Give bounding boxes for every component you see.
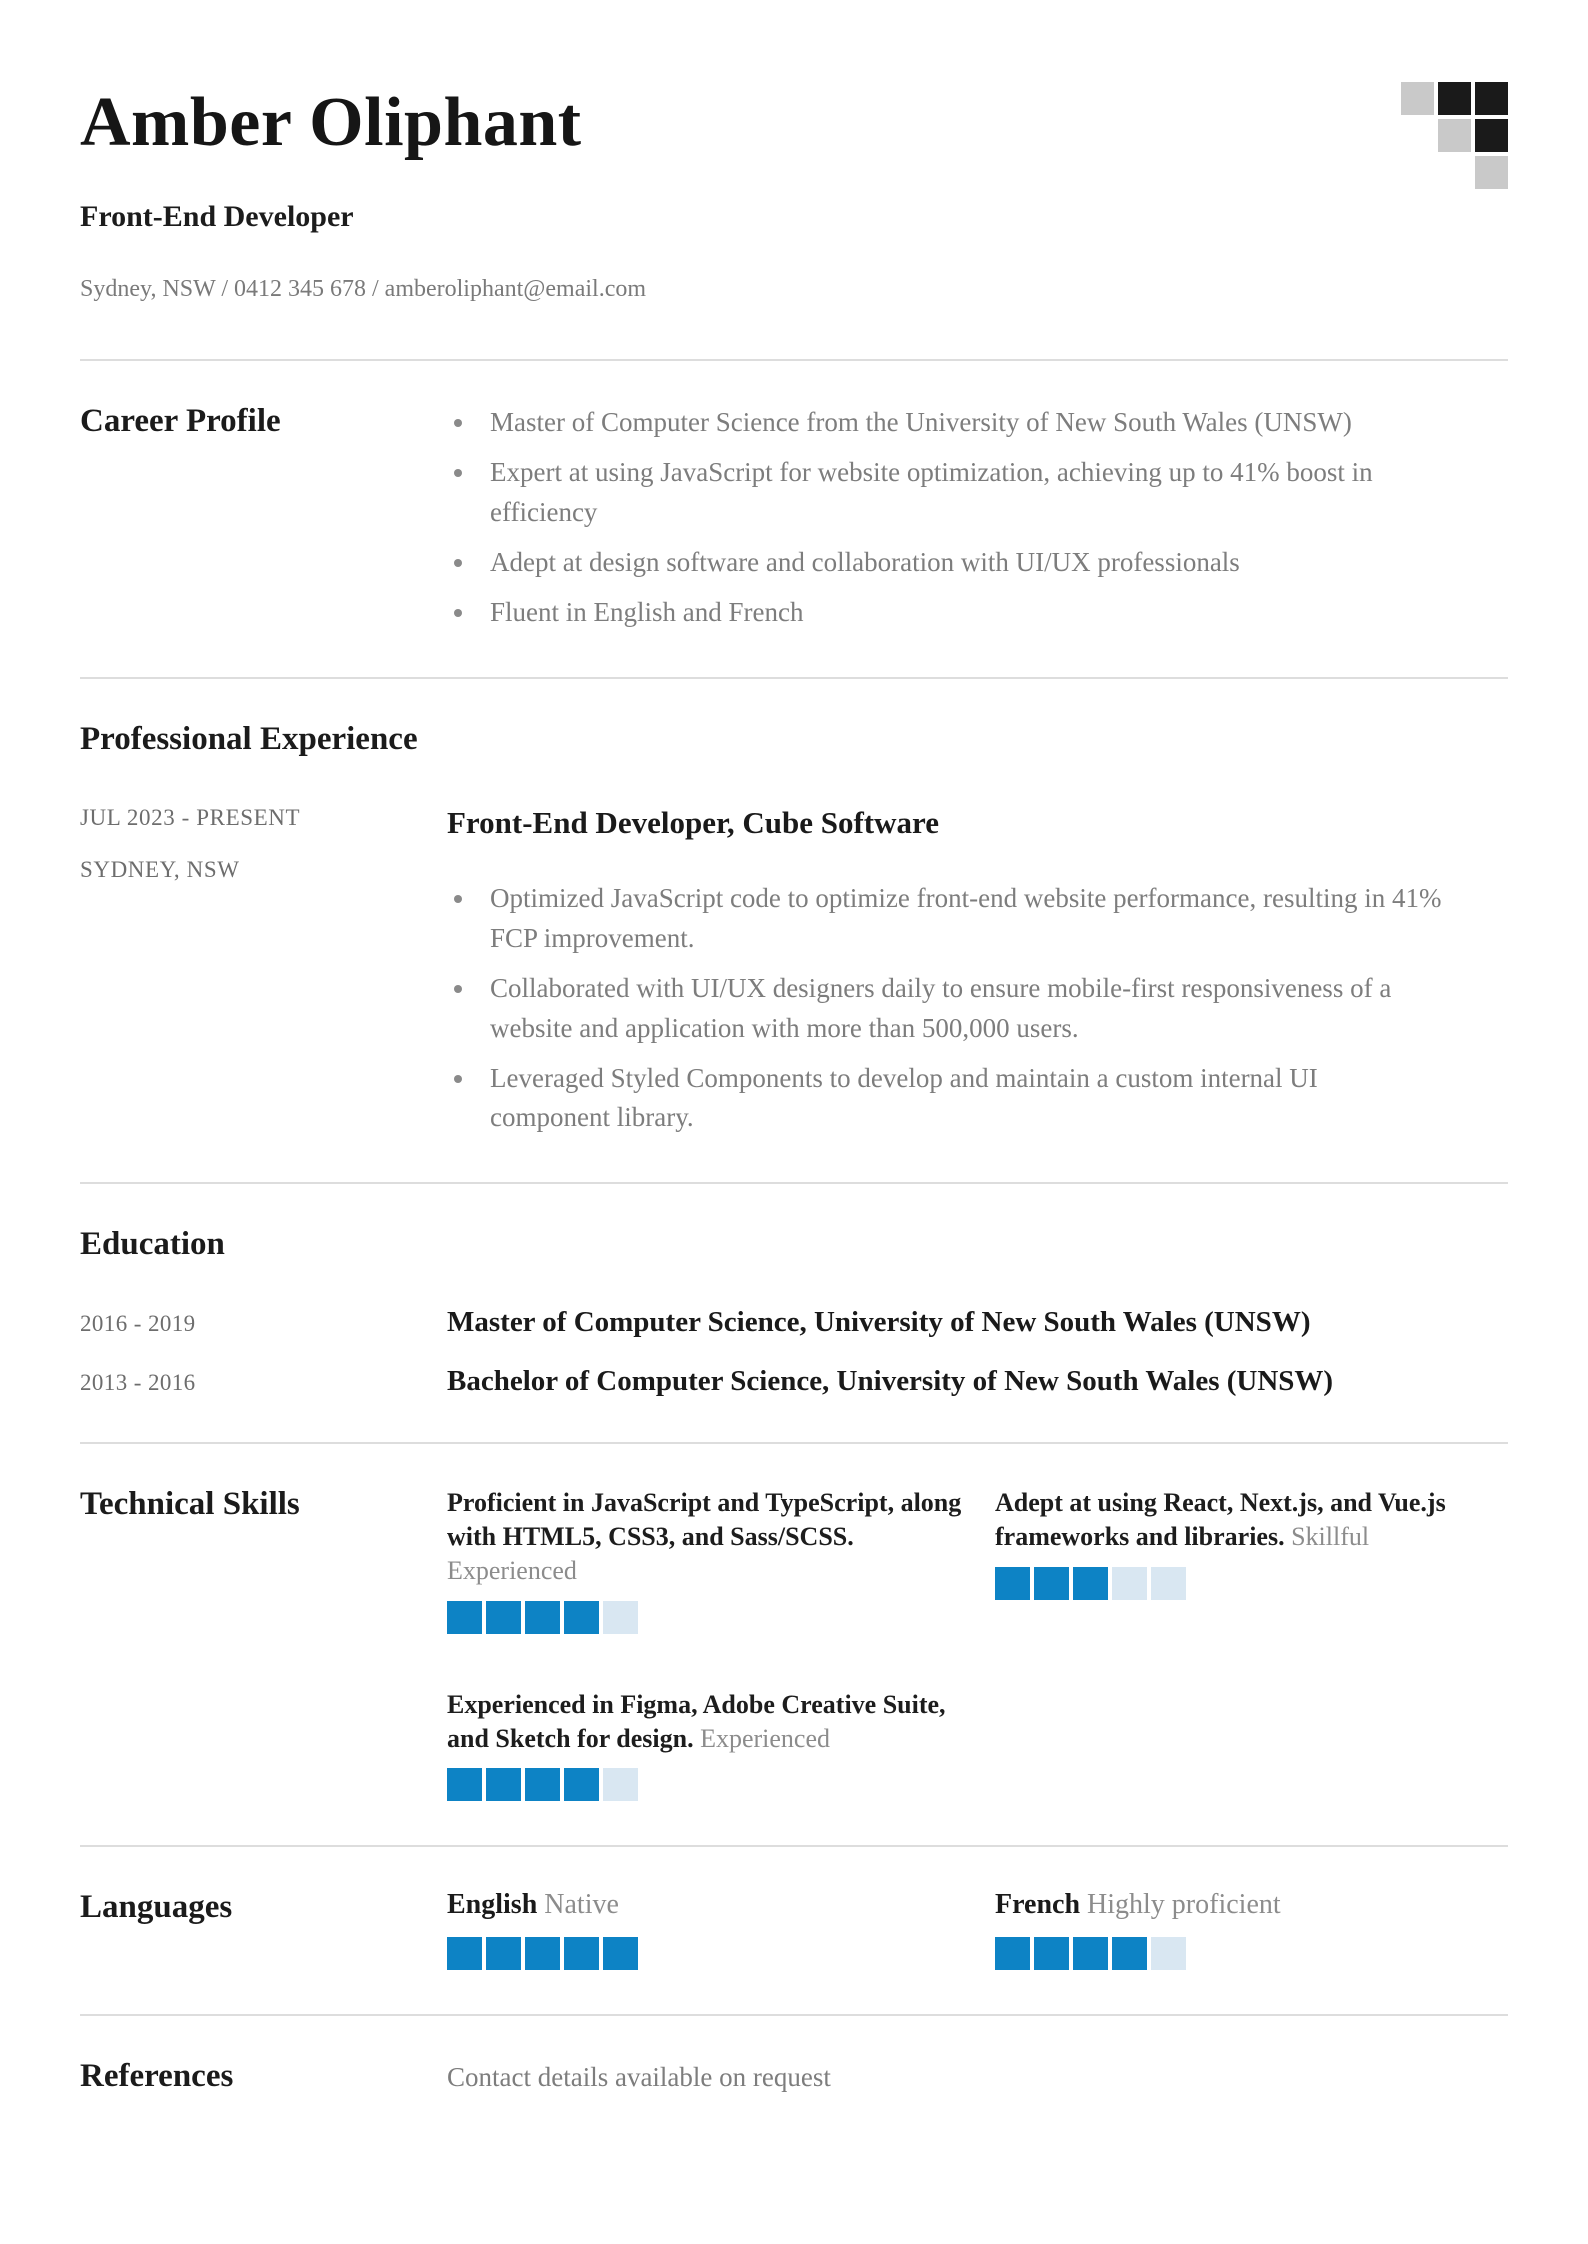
bar-segment-filled bbox=[525, 1768, 560, 1801]
job-bullets bbox=[447, 879, 1442, 1139]
skill-item bbox=[447, 1486, 977, 1633]
bullet-item: Collaborated with UI/UX designers daily to ensure mobile-first responsiveness of a website and application with more than 500,000 users. bbox=[447, 969, 1442, 1049]
logo-empty bbox=[1401, 156, 1434, 189]
skill-level-bar bbox=[995, 1567, 1508, 1600]
language-level-label: Native bbox=[544, 1889, 619, 1921]
logo-square bbox=[1475, 119, 1508, 152]
section-experience bbox=[80, 679, 1508, 1183]
language-item bbox=[447, 1889, 977, 1970]
bar-segment-filled bbox=[1034, 1937, 1069, 1970]
bullet-item: Leveraged Styled Components to develop and maintain a custom internal UI component library. bbox=[447, 1059, 1442, 1139]
education-dates: 2013 - 2016 bbox=[80, 1370, 196, 1396]
bar-segment-empty bbox=[603, 1768, 638, 1801]
education-dates: 2016 - 2019 bbox=[80, 1311, 196, 1337]
squares-logo bbox=[1401, 82, 1508, 189]
section-title: Technical Skills bbox=[80, 1486, 300, 1523]
bar-segment-filled bbox=[1073, 1567, 1108, 1600]
languages-grid bbox=[447, 1889, 1508, 1970]
education-degree: Bachelor of Computer Science, University of New South Wales (UNSW) bbox=[447, 1365, 1334, 1398]
skill-level-bar bbox=[447, 1601, 977, 1634]
section-skills bbox=[80, 1444, 1508, 1845]
section-references bbox=[80, 2016, 1508, 2140]
language-line bbox=[995, 1889, 1508, 1921]
bar-segment-filled bbox=[995, 1937, 1030, 1970]
skill-level-label: Skillful bbox=[1291, 1522, 1370, 1552]
bar-segment-empty bbox=[1151, 1937, 1186, 1970]
skill-text: Proficient in JavaScript and TypeScript, along with HTML5, CSS3, and Sass/SCSS. bbox=[447, 1488, 962, 1552]
bar-segment-filled bbox=[447, 1768, 482, 1801]
bar-segment-empty bbox=[1112, 1567, 1147, 1600]
skill-level-bar bbox=[447, 1768, 977, 1801]
skill-description bbox=[447, 1688, 977, 1756]
bar-segment-filled bbox=[486, 1768, 521, 1801]
education-degree: Master of Computer Science, University of New South Wales (UNSW) bbox=[447, 1306, 1311, 1339]
bar-segment-filled bbox=[995, 1567, 1030, 1600]
language-level-label: Highly proficient bbox=[1087, 1889, 1281, 1921]
skill-text: Experienced in Figma, Adobe Creative Suite, and Sketch for design. bbox=[447, 1689, 946, 1753]
language-name: French bbox=[995, 1889, 1081, 1921]
bullet-item: Adept at design software and collaboration with UI/UX professionals bbox=[447, 543, 1442, 583]
bar-segment-filled bbox=[447, 1601, 482, 1634]
section-languages bbox=[80, 1847, 1508, 2014]
logo-square bbox=[1401, 82, 1434, 115]
section-title: Career Profile bbox=[80, 403, 281, 439]
person-name: Amber Oliphant bbox=[80, 84, 582, 161]
section-title: Professional Experience bbox=[80, 720, 418, 757]
bar-segment-filled bbox=[486, 1601, 521, 1634]
header-identity bbox=[80, 84, 647, 303]
skill-description bbox=[447, 1486, 977, 1587]
contact-line: Sydney, NSW / 0412 345 678 / amberoliphant@email.com bbox=[80, 276, 647, 302]
logo-square bbox=[1438, 82, 1471, 115]
bar-segment-filled bbox=[525, 1601, 560, 1634]
logo-empty bbox=[1438, 156, 1471, 189]
bullet-item: Optimized JavaScript code to optimize front-end website performance, resulting in 41% FCP improvement. bbox=[447, 879, 1442, 959]
bar-segment-filled bbox=[564, 1601, 599, 1634]
bar-segment-filled bbox=[603, 1937, 638, 1970]
education-entry bbox=[80, 1306, 1508, 1339]
bar-segment-filled bbox=[1034, 1567, 1069, 1600]
skills-grid bbox=[447, 1486, 1508, 1801]
resume-header bbox=[80, 84, 1508, 303]
bar-segment-filled bbox=[525, 1937, 560, 1970]
job-location: SYDNEY, NSW bbox=[80, 856, 240, 882]
person-job-title: Front-End Developer bbox=[80, 200, 354, 233]
career-profile-bullets bbox=[447, 403, 1442, 633]
job-meta bbox=[80, 805, 447, 883]
education-rows bbox=[80, 1306, 1508, 1398]
language-item bbox=[995, 1889, 1508, 1970]
logo-empty bbox=[1401, 119, 1434, 152]
job-entry bbox=[80, 805, 1508, 1139]
bar-segment-filled bbox=[564, 1768, 599, 1801]
bullet-item: Master of Computer Science from the University of New South Wales (UNSW) bbox=[447, 403, 1442, 443]
bar-segment-filled bbox=[564, 1937, 599, 1970]
skill-level-label: Experienced bbox=[700, 1723, 831, 1753]
logo-square bbox=[1475, 156, 1508, 189]
bar-segment-filled bbox=[486, 1937, 521, 1970]
education-entry bbox=[80, 1365, 1508, 1398]
bar-segment-filled bbox=[1112, 1937, 1147, 1970]
logo-square bbox=[1475, 82, 1508, 115]
bar-segment-filled bbox=[447, 1937, 482, 1970]
section-career-profile bbox=[80, 361, 1508, 677]
section-title: References bbox=[80, 2058, 234, 2095]
bar-segment-empty bbox=[1151, 1567, 1186, 1600]
section-title: Languages bbox=[80, 1889, 233, 1926]
bullet-item: Expert at using JavaScript for website optimization, achieving up to 41% boost in efficiency bbox=[447, 453, 1442, 533]
bullet-item: Fluent in English and French bbox=[447, 593, 1442, 633]
language-name: English bbox=[447, 1889, 538, 1921]
skill-level-label: Experienced bbox=[447, 1555, 577, 1585]
section-education bbox=[80, 1184, 1508, 1442]
job-dates: JUL 2023 - PRESENT bbox=[80, 804, 301, 830]
bar-segment-empty bbox=[603, 1601, 638, 1634]
language-level-bar bbox=[995, 1937, 1508, 1970]
job-role-title: Front-End Developer, Cube Software bbox=[447, 804, 939, 840]
references-note: Contact details available on request bbox=[447, 2062, 831, 2093]
skill-item bbox=[995, 1486, 1508, 1633]
section-title: Education bbox=[80, 1226, 225, 1263]
language-level-bar bbox=[447, 1937, 977, 1970]
logo-square bbox=[1438, 119, 1471, 152]
language-line bbox=[447, 1889, 977, 1921]
skill-description bbox=[995, 1486, 1508, 1554]
skill-item bbox=[447, 1688, 977, 1802]
skill-text: Adept at using React, Next.js, and Vue.js frameworks and libraries. bbox=[995, 1488, 1446, 1552]
bar-segment-filled bbox=[1073, 1937, 1108, 1970]
job-body bbox=[447, 805, 1508, 1139]
